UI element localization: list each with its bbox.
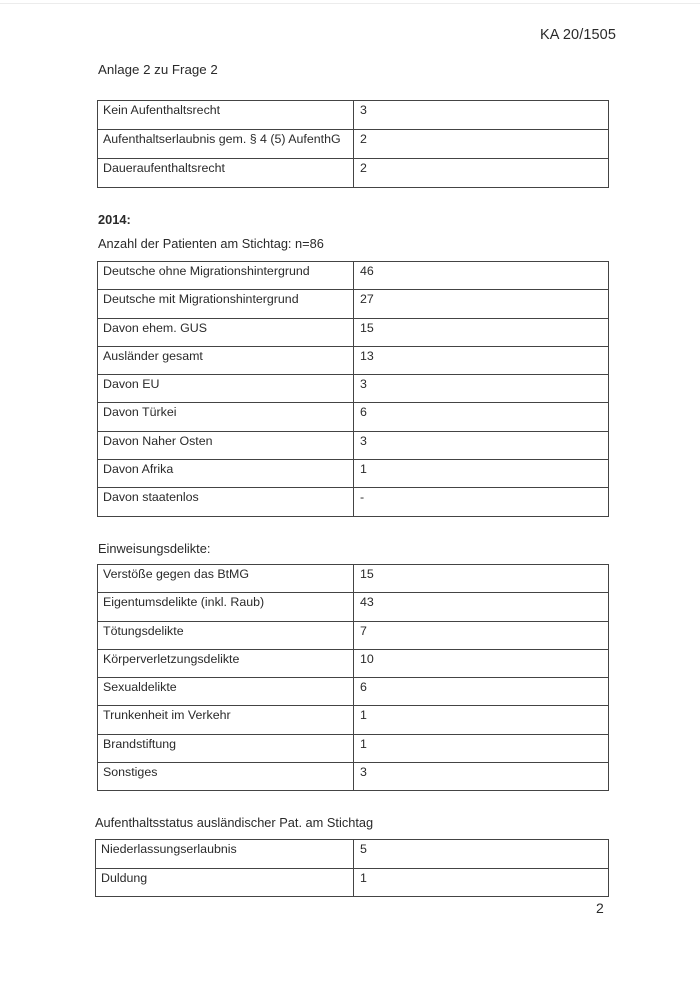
row-value: 15 [354, 565, 609, 593]
row-value: 46 [354, 262, 609, 290]
row-value: 5 [354, 840, 609, 869]
row-value: 2 [354, 159, 609, 188]
table-row [98, 290, 609, 318]
residence-status-table [95, 839, 609, 897]
table-row [98, 262, 609, 290]
row-value: 1 [354, 868, 609, 897]
year-heading: 2014: [98, 212, 131, 227]
table-row [98, 621, 609, 649]
row-label: Deutsche ohne Migrationshintergrund [98, 262, 354, 290]
row-label: Davon staatenlos [98, 488, 354, 516]
row-value: 1 [354, 706, 609, 734]
row-label: Eigentumsdelikte (inkl. Raub) [98, 593, 354, 621]
table-row [98, 593, 609, 621]
table-row [98, 678, 609, 706]
row-label: Davon Naher Osten [98, 431, 354, 459]
table-row [98, 706, 609, 734]
row-label: Tötungsdelikte [98, 621, 354, 649]
page-number: 2 [596, 900, 604, 916]
row-label: Duldung [96, 868, 354, 897]
row-label: Aufenthaltserlaubnis gem. § 4 (5) AufenthG [98, 130, 354, 159]
row-value: 6 [354, 678, 609, 706]
row-value: 6 [354, 403, 609, 431]
row-label: Verstöße gegen das BtMG [98, 565, 354, 593]
table-row [98, 403, 609, 431]
row-label: Brandstiftung [98, 734, 354, 762]
table-row [98, 565, 609, 593]
document-id: KA 20/1505 [540, 27, 616, 43]
row-label: Niederlassungserlaubnis [96, 840, 354, 869]
row-value: 7 [354, 621, 609, 649]
patients-caption: Anzahl der Patienten am Stichtag: n=86 [98, 236, 324, 251]
row-label: Körperverletzungsdelikte [98, 649, 354, 677]
table-row [98, 318, 609, 346]
row-label: Davon Afrika [98, 460, 354, 488]
table-row [98, 734, 609, 762]
row-value: 15 [354, 318, 609, 346]
row-value: 27 [354, 290, 609, 318]
row-value: 10 [354, 649, 609, 677]
row-value: - [354, 488, 609, 516]
row-value: 1 [354, 460, 609, 488]
table-row [98, 460, 609, 488]
page-top-edge [0, 3, 700, 4]
row-label: Davon Türkei [98, 403, 354, 431]
row-value: 3 [354, 375, 609, 403]
annex-title: Anlage 2 zu Frage 2 [98, 62, 218, 77]
table-row [98, 763, 609, 791]
table-row [96, 868, 609, 897]
row-value: 2 [354, 130, 609, 159]
table-row [98, 375, 609, 403]
row-value: 1 [354, 734, 609, 762]
residence-rights-table [97, 100, 609, 188]
row-label: Davon EU [98, 375, 354, 403]
row-label: Trunkenheit im Verkehr [98, 706, 354, 734]
table-row [96, 840, 609, 869]
row-label: Ausländer gesamt [98, 346, 354, 374]
row-label: Deutsche mit Migrationshintergrund [98, 290, 354, 318]
row-label: Kein Aufenthaltsrecht [98, 101, 354, 130]
table-row [98, 488, 609, 516]
row-label: Daueraufenthaltsrecht [98, 159, 354, 188]
offenses-caption: Einweisungsdelikte: [98, 541, 211, 556]
row-value: 3 [354, 101, 609, 130]
patient-origin-table [97, 261, 609, 517]
table-row [98, 431, 609, 459]
row-label: Sexualdelikte [98, 678, 354, 706]
table-row [98, 101, 609, 130]
row-label: Davon ehem. GUS [98, 318, 354, 346]
table-row [98, 649, 609, 677]
table-row [98, 159, 609, 188]
table-row [98, 346, 609, 374]
row-value: 3 [354, 431, 609, 459]
row-label: Sonstiges [98, 763, 354, 791]
table-row [98, 130, 609, 159]
row-value: 13 [354, 346, 609, 374]
offenses-table [97, 564, 609, 791]
residence-status-caption: Aufenthaltsstatus ausländischer Pat. am Stichtag [95, 815, 374, 830]
row-value: 43 [354, 593, 609, 621]
row-value: 3 [354, 763, 609, 791]
